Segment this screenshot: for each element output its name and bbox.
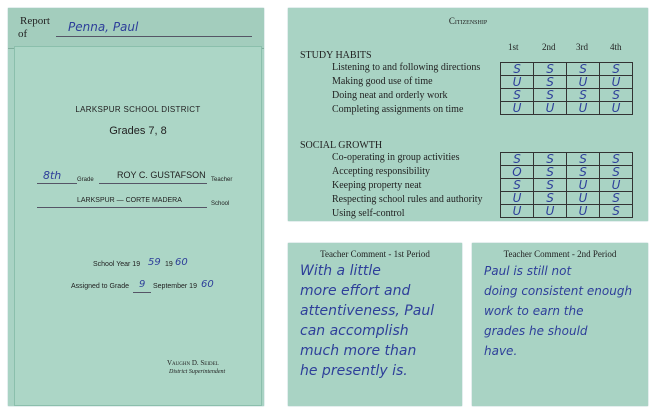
criterion-label: Accepting responsibility (332, 166, 431, 177)
period-header: 2nd (542, 42, 556, 52)
comment-line: Paul is still not (484, 264, 572, 278)
grade-mark: U (600, 179, 633, 192)
grade-mark: S (501, 179, 534, 192)
school-year-start: 59 (148, 257, 161, 268)
grade-mark: U (567, 102, 600, 115)
grade-mark: U (534, 102, 567, 115)
school-year-label: School Year 19 (93, 261, 141, 268)
grades-range: Grades 7, 8 (109, 125, 167, 137)
grade-mark: U (501, 192, 534, 205)
grade-mark: S (600, 192, 633, 205)
superintendent-name: Vaughn D. Seidel (167, 359, 219, 367)
grade-mark: U (567, 192, 600, 205)
period-header: 1st (508, 42, 519, 52)
report-card-back-sheet (8, 8, 264, 49)
school-value: LARKSPUR — CORTE MADERA (77, 197, 182, 204)
grade-mark: U (567, 205, 600, 218)
school-year-mid: 19 (165, 261, 173, 268)
comment-header: Teacher Comment - 1st Period (320, 249, 430, 259)
comment-header: Teacher Comment - 2nd Period (503, 249, 617, 259)
comment-line: With a little (300, 263, 381, 279)
comment-line: can accomplish (300, 323, 409, 339)
grade-mark: U (534, 205, 567, 218)
grade-mark: S (567, 63, 600, 76)
comment-line: more effort and (300, 283, 411, 299)
period-header: 4th (610, 42, 622, 52)
grade-mark: U (567, 179, 600, 192)
table-row (501, 63, 633, 76)
grade-mark: S (534, 179, 567, 192)
grade-mark: S (534, 89, 567, 102)
comment-line: doing consistent enough (484, 284, 633, 298)
grade-mark: U (501, 205, 534, 218)
section-heading: STUDY HABITS (300, 50, 372, 61)
period-header: 3rd (576, 42, 588, 52)
comment-line: grades he should (484, 324, 588, 338)
grade-mark: S (534, 63, 567, 76)
criterion-label: Listening to and following directions (332, 62, 481, 73)
grade-mark: S (501, 89, 534, 102)
grade-mark: U (600, 102, 633, 115)
table-row (501, 76, 633, 89)
september-year: 60 (201, 279, 214, 290)
criterion-label: Respecting school rules and authority (332, 194, 483, 205)
grade-mark: S (534, 76, 567, 89)
assigned-grade-label: Assigned to Grade (71, 283, 129, 290)
grade-mark: S (501, 153, 534, 166)
grade-mark: S (600, 89, 633, 102)
grade-mark: S (600, 153, 633, 166)
table-row (501, 89, 633, 102)
section-heading: SOCIAL GROWTH (300, 140, 383, 151)
assigned-grade-value: 9 (139, 279, 146, 290)
table-row (501, 166, 633, 179)
teacher-label: Teacher (211, 177, 233, 183)
comment-text (484, 261, 632, 361)
criterion-label: Doing neat and orderly work (332, 90, 448, 101)
table-row (501, 179, 633, 192)
of-label: of (18, 28, 28, 40)
grade-mark: U (567, 76, 600, 89)
comment-line: attentiveness, Paul (300, 303, 435, 319)
table-row (501, 102, 633, 115)
superintendent-title: District Superintendent (169, 369, 226, 375)
grade-mark: S (567, 153, 600, 166)
grade-mark: S (501, 63, 534, 76)
table-row (501, 192, 633, 205)
grade-mark: S (534, 192, 567, 205)
school-label: School (211, 201, 230, 207)
comment-line: work to earn the (484, 304, 584, 318)
criterion-label: Making good use of time (332, 76, 433, 87)
table-row (501, 205, 633, 218)
september-label: September 19 (153, 283, 197, 290)
student-name: Penna, Paul (68, 20, 139, 34)
grade-mark: S (567, 166, 600, 179)
grade-value: 8th (43, 169, 62, 182)
marks-grid (500, 152, 633, 218)
citizenship-card (288, 8, 648, 221)
teacher-value: ROY C. GUSTAFSON (117, 170, 206, 180)
grade-mark: U (501, 76, 534, 89)
grade-mark: U (600, 76, 633, 89)
district-name: LARKSPUR SCHOOL DISTRICT (75, 105, 201, 114)
comment-text (300, 261, 434, 381)
marks-grid (500, 62, 633, 115)
comment-card-2 (472, 243, 648, 406)
report-of-label: Report (20, 15, 50, 27)
criterion-label: Keeping property neat (332, 180, 422, 191)
grade-mark: S (567, 89, 600, 102)
grade-mark: S (600, 63, 633, 76)
report-card-front (14, 46, 262, 406)
criterion-label: Completing assignments on time (332, 104, 464, 115)
criterion-label: Using self-control (332, 208, 405, 219)
grade-mark: U (501, 102, 534, 115)
grade-mark: S (534, 153, 567, 166)
grade-mark: S (600, 166, 633, 179)
grade-mark: S (600, 205, 633, 218)
grade-label: Grade (77, 177, 94, 183)
school-year-end: 60 (175, 257, 188, 268)
grade-mark: S (534, 166, 567, 179)
comment-line: have. (484, 344, 518, 358)
comment-card-1 (288, 243, 462, 406)
grade-mark: O (501, 166, 534, 179)
report-card-cover (8, 8, 264, 406)
comment-line: he presently is. (300, 363, 408, 379)
comment-line: much more than (300, 343, 417, 359)
criterion-label: Co-operating in group activities (332, 152, 460, 163)
table-row (501, 153, 633, 166)
citizenship-title: Citizenship (448, 16, 488, 26)
